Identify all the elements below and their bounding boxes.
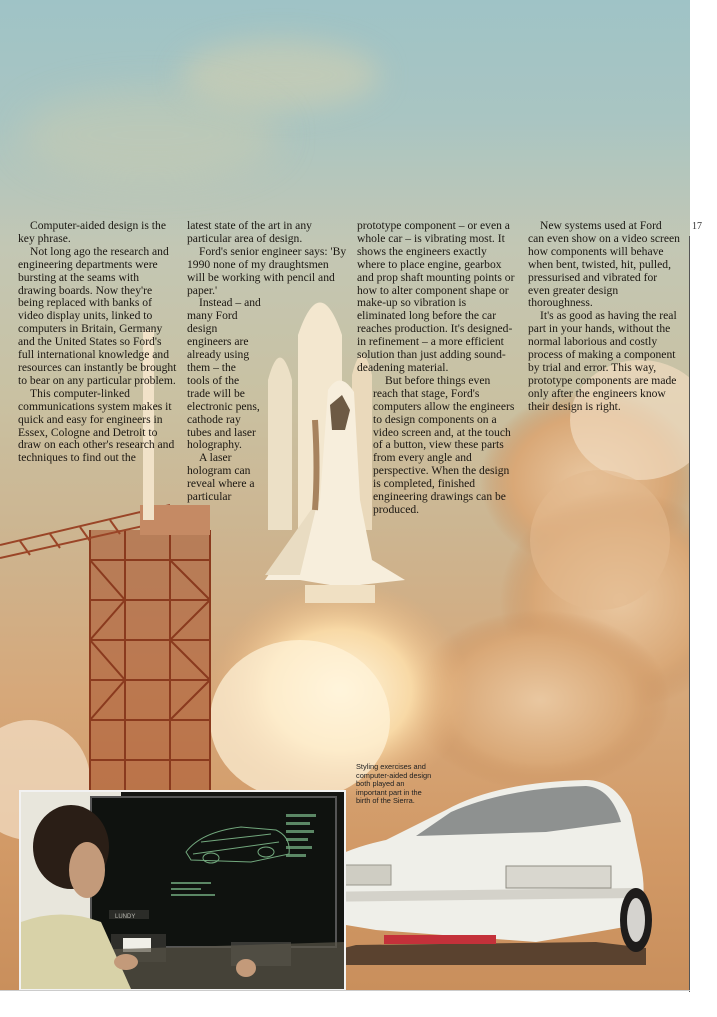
page-number: 17 bbox=[692, 221, 702, 232]
text-column-3 bbox=[357, 220, 517, 517]
paragraph: New systems used at Ford can even show on a video screen how components will behave when bent, twisted, hit, pulled, pressurised and vibrated for even greater design thoroughness. bbox=[528, 219, 680, 310]
text-column-2 bbox=[187, 220, 347, 504]
paragraph: It's as good as having the real part in your hands, without the normal laborious and costly process of making a component by trial and error. This way, prototype components are made only after the engineers know their design is right. bbox=[528, 309, 677, 413]
paragraph: This computer-linked communications system makes it quick and easy for engineers in Essex, Cologne and Detroit to draw on each other's research and techniques to find out the bbox=[18, 386, 175, 465]
paragraph: latest state of the art in any particular area of design. bbox=[187, 219, 312, 245]
paragraph: But before things even reach that stage, Ford's computers allow the engineers to design components on a video screen and, at the touch of a button, view these parts from every angle and perspective. When the design is completed, finished engineering drawings can be produced. bbox=[373, 373, 515, 516]
page-edge bbox=[0, 990, 690, 991]
launch-tower bbox=[90, 530, 210, 790]
terminal-brand-label: LUNDY bbox=[115, 914, 136, 920]
cad-workstation-photo bbox=[19, 790, 346, 990]
photo-caption: Styling exercises and computer-aided design both played an important part in the birth of the Sierra. bbox=[356, 762, 432, 806]
paragraph: Not long ago the research and engineering departments were bursting at the seams with drawing boards. Now they're being replaced with banks of video display units, linked to computers in Britain, Germany and the United States so Ford's full international knowledge and resources can instantly be brought to bear on any particular problem. bbox=[18, 244, 177, 387]
column-rule bbox=[689, 236, 690, 992]
paragraph: Ford's senior engineer says: 'By 1990 none of my draughtsmen will be working with pencil and paper.' bbox=[187, 244, 347, 297]
concept-car-photo bbox=[296, 770, 658, 970]
workstation-scene bbox=[21, 792, 344, 989]
paragraph: Computer-aided design is the key phrase. bbox=[18, 219, 166, 245]
paragraph: A laser hologram can reveal where a particular bbox=[187, 451, 255, 504]
paragraph: prototype component – or even a whole car – is vibrating most. It shows the engineers exactly where to place engine, gearbox and prop shaft mounting points or how to alter component shape or make-up so vibration is eliminated long before the car reaches production. It's designed-in refinement – a more efficient solution than just adding sound-deadening material. bbox=[357, 219, 515, 374]
text-column-4 bbox=[528, 220, 680, 414]
paragraph: Instead – and many Ford design engineers are already using them – the tools of the trade will be electronic pens, cathode ray tubes and laser holography. bbox=[187, 296, 261, 452]
text-column-1 bbox=[18, 220, 178, 465]
